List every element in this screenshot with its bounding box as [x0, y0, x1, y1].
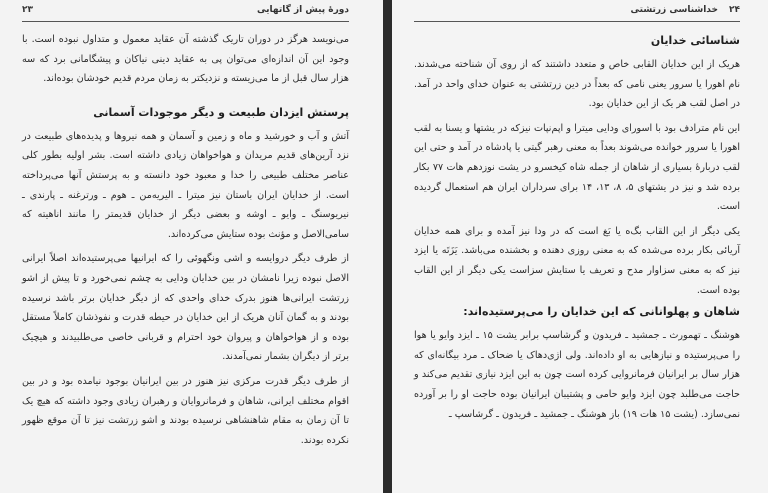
- paragraph: یکی دیگر از این القاب بگ‌ه یا بَغ است که در ودا نیز آمده و برای همه خدایان آریائی بکار برده می‌شده که به معنی روزی دهنده و بخشنده می‌باشد. یَزَتَه یا ایزد نیز که به معنی سزاوار مدح و تعریف یا ستایش سزاست یکی دیگر از این القاب بوده است.: [414, 225, 740, 296]
- paragraph: از طرف دیگر قدرت مرکزی نیز هنوز در بین ایرانیان بوجود نیامده بود و در بین اقوام مختلف ایرانی، شاهان و فرمانروایان و رهبران زیادی وجود داشته که هیچ یک تا آن زمان به مقام شاهنشاهی نرسیده بودند و اشو زرتشت نیز تا آن موقع ظهور نکرده بودند.: [22, 375, 349, 446]
- book-gutter: [383, 0, 392, 493]
- paragraph: می‌نویسد هرگز در دوران تاریک گذشته آن عقاید معمول و متداول نبوده است. با وجود این آن اندازه‌ای می‌توان پی به عقاید دینی نیاکان و پیشگامانی برد که سه هزار سال قبل از ما می‌زیسته و نزدیکتر به زمان مردم قدیم خودشان بوده‌اند.: [22, 34, 349, 85]
- section-heading: پرستش ایزدان طبیعت و دیگر موجودات آسمانی: [93, 105, 349, 119]
- section-heading: شاهان و پهلوانانی که این خدایان را می‌پرستیده‌اند:: [463, 305, 740, 319]
- right-page-body: [392, 30, 768, 429]
- right-page: [392, 0, 768, 493]
- left-page: [0, 0, 383, 493]
- left-page-header: [0, 5, 383, 19]
- paragraph: هوشنگ ـ تهمورث ـ جمشید ـ فریدون و گرشاسپ برابر یشت ۱۵ ـ ایزد وایو یا هوا را می‌پرستیده و نیازهایی به او داده‌اند. ولی اژی‌دهاک یا ضحاک ـ مرد بیگانه‌ای که هزار سال بر ایرانیان فرمانروایی کرده است چون به این ایزد نیازی تقدیم می‌کند و حاجت می‌طلبد چون ایزد وایو حامی و پشتیبان ایرانیان بوده حاجت او را بر آورده نمی‌سازد. (یشت ۱۵ هات ۱۹) باز هوشنگ ـ جمشید ـ فریدون ـ گرشاسپ ـ: [414, 330, 740, 420]
- page-number: ۲۳: [22, 5, 33, 15]
- running-head: خداشناسی زرتشتی: [630, 5, 718, 15]
- right-page-header: [392, 5, 768, 19]
- header-rule: [414, 21, 740, 22]
- paragraph: آتش و آب و خورشید و ماه و زمین و آسمان و همه نیروها و پدیده‌های طبیعت در نزد آرین‌های قدیم مریدان و هواخواهان زیادی داشته است. بشر اولیه بطور کلی عناصر مختلف طبیعی را خدا و معبود خود دانسته و به پرستش آنها می‌پرداخته است. از خدایان ایران باستان نیز میترا ـ الیریه‌من ـ هوم ـ ورترغنه ـ پارندی ـ نیریوسنگ ـ وایو ـ اوشه و بعضی دیگر از خدایان قدیمتر را مانند اناهیته که سامی‌الاصل و مؤنث بوده ستایش می‌کرده‌اند.: [22, 130, 349, 240]
- paragraph: از طرف دیگر دروایسه و اشی ونگهوئی را که ایرانیها می‌پرستیده‌اند اصلاً ایرانی الاصل نبوده زیرا نامشان در بین خدایان ودایی به چشم نمی‌خورد و تا پیش از اشو زرتشت ایرانی‌ها هنوز بدرک خدای واحدی که از دیگر خدایان برتر باشد نرسیده بودند و به گمان آنان هریک از این خدایان در حیطه قدرت و نفوذشان کاملاً مستقل بوده و از هواخواهان و پیروان خود احترام و قربانی خاصی می‌طلبیدند و هیچیک برتر از دیگران بشمار نمی‌آمدند.: [22, 253, 349, 363]
- header-rule: [22, 21, 349, 22]
- page-number: ۲۴: [729, 5, 740, 15]
- paragraph: هریک از این خدایان القابی خاص و متعدد داشتند که از روی آن شناخته می‌شدند. نام اهورا یا سرور یعنی نامی که بعداً در دین زرتشتی به عنوان خدای واحد در آمد. در اصل لقب هر یک از این خدایان بود.: [414, 59, 740, 110]
- running-head: دورهٔ پیش از گاتهایی: [257, 5, 349, 15]
- section-heading: شناسائی خدایان: [650, 34, 740, 47]
- left-page-body: [0, 30, 383, 455]
- paragraph: این نام مترادف بود با اسورای ودایی میترا و اپم‌نپات نیزکه در یشتها و یسنا به لقب اهورا یا سرور خوانده می‌شوند بعداً به معنی رهبر گیتی یا پادشاه در آمد و حتی این لقب دربارهٔ بسیاری از شاهان از جمله شاه کیخسرو در یشت نوزدهم هات ۷۷ بکار برده شد و نیز در یشتهای ۵، ۸، ۱۳، ۱۴ برای سرداران ایران هم استعمال گردیده است.: [414, 122, 741, 213]
